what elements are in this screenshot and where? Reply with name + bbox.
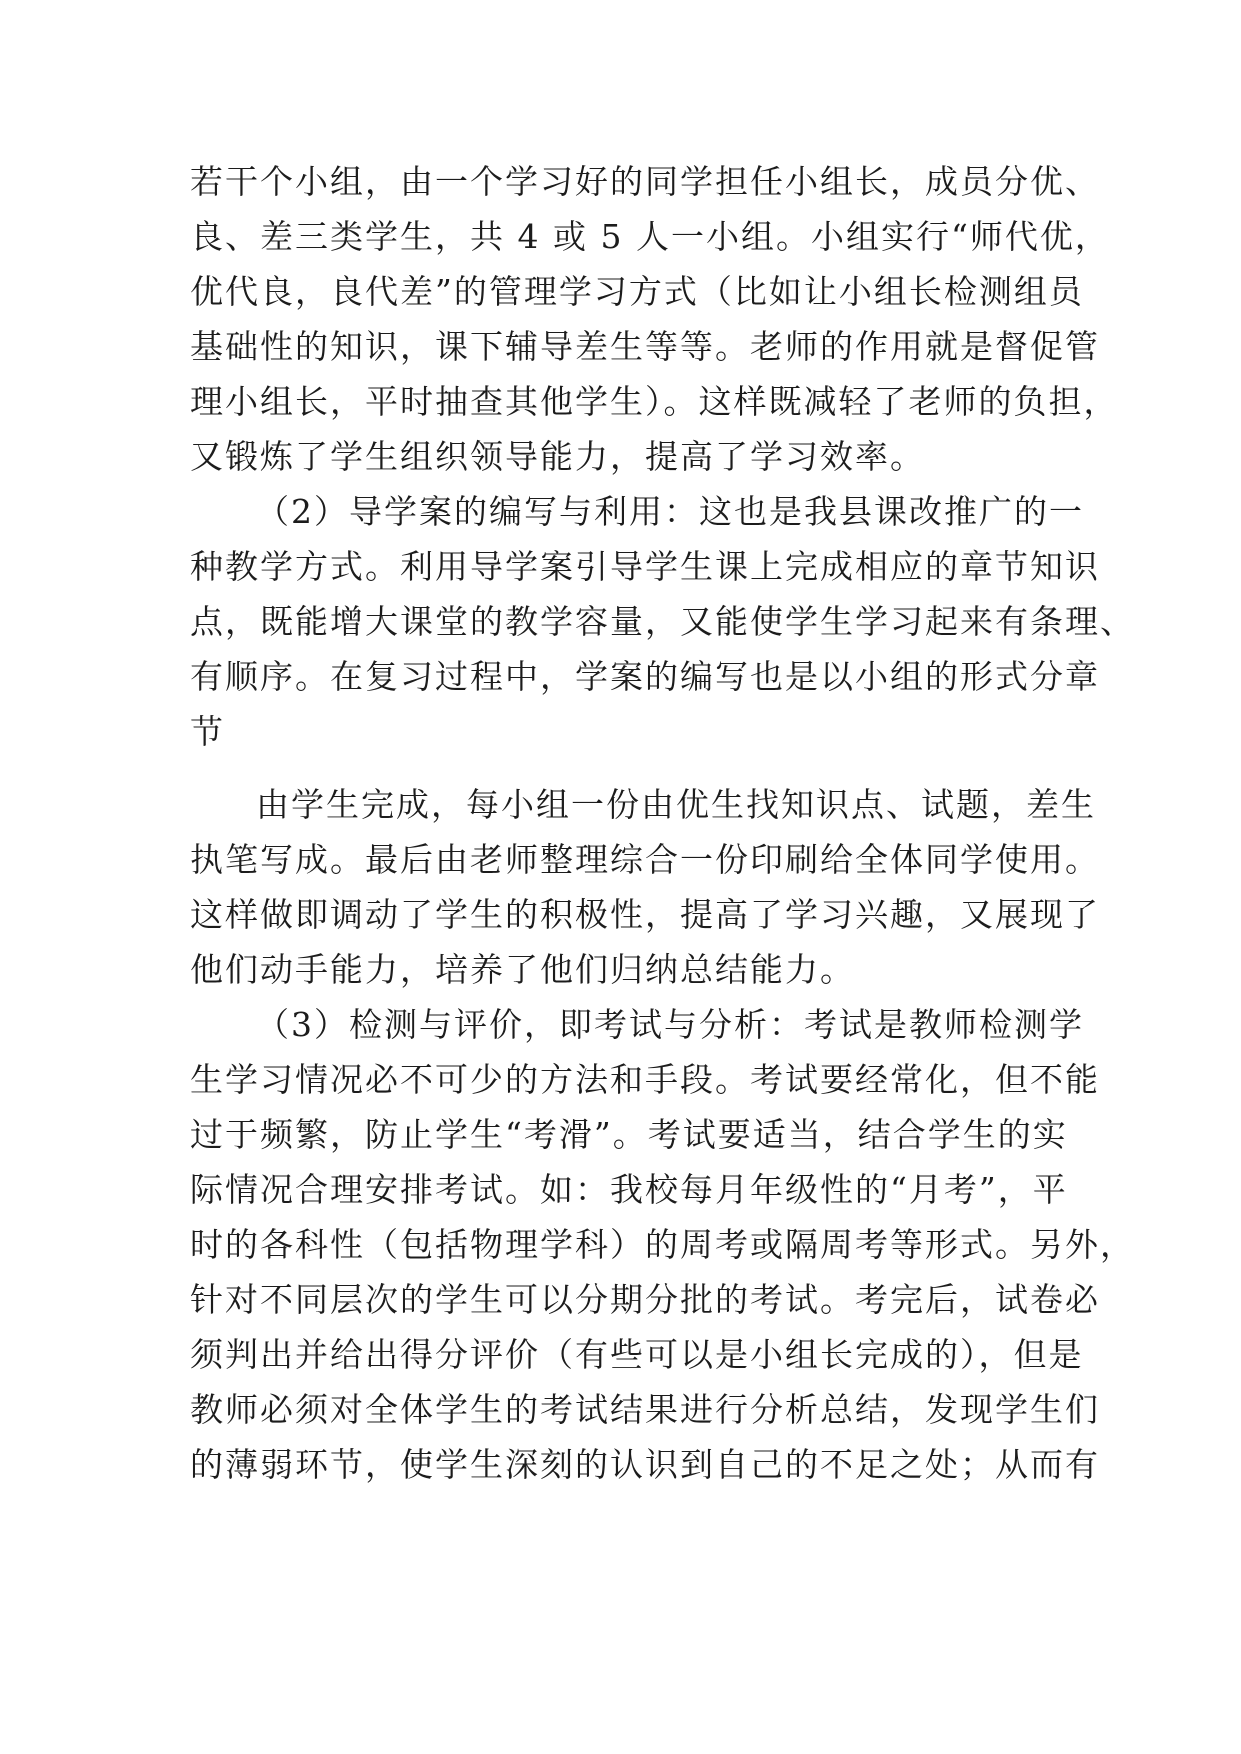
text-line: 这样做即调动了学生的积极性，提高了学习兴趣，又展现了: [190, 895, 1100, 934]
paragraph-start-line: （2）导学案的编写与利用：这也是我县课改推广的一: [256, 492, 1084, 531]
text-line: 须判出并给出得分评价（有些可以是小组长完成的），但是: [190, 1335, 1084, 1374]
text-line: 时的各科性（包括物理学科）的周考或隔周考等形式。另外，: [190, 1225, 1135, 1264]
text-line: 针对不同层次的学生可以分期分批的考试。考完后，试卷必: [190, 1280, 1100, 1319]
text-line: 又锻炼了学生组织领导能力，提高了学习效率。: [190, 437, 925, 476]
paragraph-start-line: （3）检测与评价，即考试与分析：考试是教师检测学: [256, 1005, 1084, 1044]
text-line: 的薄弱环节，使学生深刻的认识到自己的不足之处；从而有: [190, 1445, 1100, 1484]
text-line: 种教学方式。利用导学案引导学生课上完成相应的章节知识: [190, 547, 1100, 586]
text-line: 理小组长，平时抽查其他学生）。这样既减轻了老师的负担，: [190, 382, 1119, 421]
paragraph-start-line: 由学生完成，每小组一份由优生找知识点、试题，差生: [256, 785, 1096, 824]
text-line: 他们动手能力，培养了他们归纳总结能力。: [190, 950, 855, 989]
text-line: 点，既能增大课堂的教学容量，又能使学生学习起来有条理、: [190, 602, 1135, 641]
text-line: 执笔写成。最后由老师整理综合一份印刷给全体同学使用。: [190, 840, 1100, 879]
text-line: 过于频繁，防止学生“考滑”。考试要适当，结合学生的实: [190, 1115, 1068, 1154]
text-line: 有顺序。在复习过程中，学案的编写也是以小组的形式分章: [190, 657, 1100, 696]
text-line: 若干个小组，由一个学习好的同学担任小组长，成员分优、: [190, 162, 1100, 201]
body-text: [190, 154, 1135, 1492]
text-line: 节: [190, 712, 225, 751]
text-line: 生学习情况必不可少的方法和手段。考试要经常化，但不能: [190, 1060, 1100, 1099]
text-line: 教师必须对全体学生的考试结果进行分析总结，发现学生们: [190, 1390, 1100, 1429]
text-line: 优代良，良代差”的管理学习方式（比如让小组长检测组员: [190, 272, 1084, 311]
text-line: 基础性的知识，课下辅导差生等等。老师的作用就是督促管: [190, 327, 1100, 366]
text-line: 际情况合理安排考试。如：我校每月年级性的“月考”，平: [190, 1170, 1068, 1209]
text-line: 良、差三类学生，共 4 或 5 人一小组。小组实行“师代优，: [190, 217, 1110, 256]
